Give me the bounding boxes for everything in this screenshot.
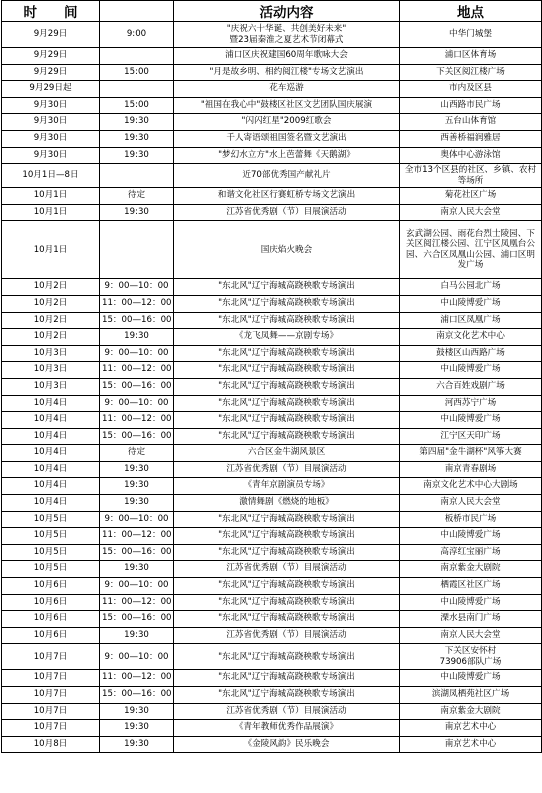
cell-location: 玄武湖公园、雨花台烈士陵园、下关区阅江楼公园、江宁区凤凰台公园、六合区凤凰山公园、浦口区明发广场 xyxy=(400,221,542,279)
cell-time xyxy=(100,81,174,98)
cell-event: "东北风"辽宁海城高跷秧歌专场演出 xyxy=(174,395,400,412)
cell-time: 19:30 xyxy=(100,478,174,495)
cell-date: 10月4日 xyxy=(2,445,100,462)
table-row xyxy=(2,164,542,188)
table-row xyxy=(2,736,542,753)
table-row xyxy=(2,279,542,296)
cell-event: "庆祝六十华诞、共创美好未来" 暨23届秦淮之夏艺术节闭幕式 xyxy=(174,22,400,48)
table-row xyxy=(2,703,542,720)
cell-date: 10月7日 xyxy=(2,720,100,737)
cell-date: 10月6日 xyxy=(2,611,100,628)
cell-time: 11：00—12：00 xyxy=(100,528,174,545)
cell-event: 千人寄语颂祖国签名暨文艺演出 xyxy=(174,130,400,147)
cell-event: "东北风"辽宁海城高跷秧歌专场演出 xyxy=(174,544,400,561)
cell-time xyxy=(100,164,174,188)
cell-date: 9月29日 xyxy=(2,48,100,65)
cell-event: 江苏省优秀剧（节）目展演活动 xyxy=(174,461,400,478)
cell-time: 11：00—12：00 xyxy=(100,594,174,611)
cell-date: 9月30日 xyxy=(2,114,100,131)
table-row xyxy=(2,48,542,65)
table-row xyxy=(2,611,542,628)
cell-date: 10月1日 xyxy=(2,221,100,279)
table-row xyxy=(2,97,542,114)
cell-time: 9：00—10：00 xyxy=(100,279,174,296)
table-row xyxy=(2,561,542,578)
cell-time: 9:00 xyxy=(100,22,174,48)
cell-location: 中山陵博爱广场 xyxy=(400,362,542,379)
cell-date: 10月7日 xyxy=(2,644,100,670)
cell-date: 10月1日—8日 xyxy=(2,164,100,188)
cell-time: 11：00—12：00 xyxy=(100,670,174,687)
header-time xyxy=(100,1,174,22)
cell-event: 国庆焰火晚会 xyxy=(174,221,400,279)
cell-date: 10月7日 xyxy=(2,670,100,687)
cell-date: 10月3日 xyxy=(2,362,100,379)
cell-event: "东北风"辽宁海城高跷秧歌专场演出 xyxy=(174,611,400,628)
cell-date: 10月5日 xyxy=(2,561,100,578)
cell-time: 15:00 xyxy=(100,97,174,114)
cell-time: 11：00—12：00 xyxy=(100,295,174,312)
cell-date: 10月6日 xyxy=(2,578,100,595)
table-row xyxy=(2,395,542,412)
table-row xyxy=(2,594,542,611)
cell-event: 《青年教师优秀作品展演》 xyxy=(174,720,400,737)
cell-time: 9：00—10：00 xyxy=(100,345,174,362)
cell-location: 山西路市民广场 xyxy=(400,97,542,114)
cell-location: 白马公园北广场 xyxy=(400,279,542,296)
cell-date: 10月3日 xyxy=(2,345,100,362)
cell-location: 浦口区凤凰广场 xyxy=(400,312,542,329)
cell-location: 奥体中心游泳馆 xyxy=(400,147,542,164)
cell-time: 19:30 xyxy=(100,461,174,478)
cell-date: 10月2日 xyxy=(2,295,100,312)
cell-time: 15：00—16：00 xyxy=(100,687,174,704)
table-row xyxy=(2,22,542,48)
header-row xyxy=(2,1,542,22)
cell-event: "东北风"辽宁海城高跷秧歌专场演出 xyxy=(174,511,400,528)
cell-location: 下关区安怀村 73906部队广场 xyxy=(400,644,542,670)
cell-date: 10月4日 xyxy=(2,428,100,445)
table-row xyxy=(2,204,542,221)
cell-location: 中山陵博爱广场 xyxy=(400,295,542,312)
cell-date: 10月2日 xyxy=(2,279,100,296)
cell-time: 9：00—10：00 xyxy=(100,511,174,528)
cell-time: 11：00—12：00 xyxy=(100,362,174,379)
table-row xyxy=(2,412,542,429)
cell-location: 浦口区体育场 xyxy=(400,48,542,65)
cell-date: 9月29日 xyxy=(2,22,100,48)
table-row xyxy=(2,312,542,329)
cell-time: 9：00—10：00 xyxy=(100,395,174,412)
cell-location: 南京艺术中心 xyxy=(400,736,542,753)
cell-time: 15：00—16：00 xyxy=(100,428,174,445)
cell-location: 南京人民大会堂 xyxy=(400,627,542,644)
cell-time: 19:30 xyxy=(100,495,174,512)
table-row xyxy=(2,461,542,478)
cell-time: 19:30 xyxy=(100,720,174,737)
cell-location: 溧水县南门广场 xyxy=(400,611,542,628)
table-row xyxy=(2,644,542,670)
cell-date: 10月4日 xyxy=(2,478,100,495)
cell-event: "东北风"辽宁海城高跷秧歌专场演出 xyxy=(174,687,400,704)
table-row xyxy=(2,544,542,561)
cell-time: 19:30 xyxy=(100,329,174,346)
table-row xyxy=(2,627,542,644)
cell-event: "东北风"辽宁海城高跷秧歌专场演出 xyxy=(174,345,400,362)
cell-location: 高淳红宝丽广场 xyxy=(400,544,542,561)
cell-location: 河西苏宁广场 xyxy=(400,395,542,412)
header-event: 活动内容 xyxy=(174,1,400,22)
cell-event: "祖国在我心中"鼓楼区社区文艺团队国庆展演 xyxy=(174,97,400,114)
cell-event: 江苏省优秀剧（节）目展演活动 xyxy=(174,204,400,221)
schedule-table xyxy=(1,0,542,753)
cell-location: 南京紫金大剧院 xyxy=(400,561,542,578)
cell-date: 9月30日 xyxy=(2,147,100,164)
cell-event: 《龙飞凤舞——京剧专场》 xyxy=(174,329,400,346)
cell-time: 待定 xyxy=(100,188,174,205)
cell-date: 10月4日 xyxy=(2,412,100,429)
cell-time: 19:30 xyxy=(100,627,174,644)
cell-event: "东北风"辽宁海城高跷秧歌专场演出 xyxy=(174,378,400,395)
cell-event: 浦口区庆祝建国60周年歌咏大会 xyxy=(174,48,400,65)
cell-event: 激情舞剧《燃烧的地板》 xyxy=(174,495,400,512)
cell-event: "东北风"辽宁海城高跷秧歌专场演出 xyxy=(174,295,400,312)
cell-event: 和谐文化社区行赛虹桥专场文艺演出 xyxy=(174,188,400,205)
cell-event: "东北风"辽宁海城高跷秧歌专场演出 xyxy=(174,279,400,296)
cell-location: 五台山体育馆 xyxy=(400,114,542,131)
cell-date: 10月6日 xyxy=(2,627,100,644)
table-row xyxy=(2,130,542,147)
cell-time: 19:30 xyxy=(100,130,174,147)
cell-location: 江宁区天印广场 xyxy=(400,428,542,445)
table-row xyxy=(2,687,542,704)
cell-location: 第四届"金牛湖杯"风筝大赛 xyxy=(400,445,542,462)
cell-location: 板桥市民广场 xyxy=(400,511,542,528)
cell-event: 江苏省优秀剧（节）目展演活动 xyxy=(174,703,400,720)
cell-date: 9月29日 xyxy=(2,64,100,81)
cell-time: 15：00—16：00 xyxy=(100,544,174,561)
cell-date: 10月5日 xyxy=(2,528,100,545)
table-row xyxy=(2,295,542,312)
cell-location: 滨湖凤栖苑社区广场 xyxy=(400,687,542,704)
cell-date: 10月6日 xyxy=(2,594,100,611)
cell-event: "东北风"辽宁海城高跷秧歌专场演出 xyxy=(174,594,400,611)
cell-time xyxy=(100,48,174,65)
cell-time: 15：00—16：00 xyxy=(100,611,174,628)
cell-date: 9月29日起 xyxy=(2,81,100,98)
cell-event: "东北风"辽宁海城高跷秧歌专场演出 xyxy=(174,312,400,329)
cell-location: 南京文化艺术中心大剧场 xyxy=(400,478,542,495)
cell-date: 10月4日 xyxy=(2,495,100,512)
cell-time: 19:30 xyxy=(100,736,174,753)
table-row xyxy=(2,528,542,545)
cell-location: 南京紫金大剧院 xyxy=(400,703,542,720)
cell-date: 10月4日 xyxy=(2,395,100,412)
table-row xyxy=(2,329,542,346)
cell-event: 六合区金牛湖风景区 xyxy=(174,445,400,462)
cell-location: 西善桥福润雅居 xyxy=(400,130,542,147)
cell-location: 栖霞区社区广场 xyxy=(400,578,542,595)
table-row xyxy=(2,495,542,512)
cell-event: "东北风"辽宁海城高跷秧歌专场演出 xyxy=(174,528,400,545)
cell-time: 19:30 xyxy=(100,114,174,131)
table-row xyxy=(2,428,542,445)
cell-date: 10月5日 xyxy=(2,511,100,528)
cell-date: 9月30日 xyxy=(2,130,100,147)
cell-location: 下关区阅江楼广场 xyxy=(400,64,542,81)
cell-date: 9月30日 xyxy=(2,97,100,114)
header-date: 时 间 xyxy=(2,1,100,22)
cell-date: 10月1日 xyxy=(2,188,100,205)
cell-date: 10月3日 xyxy=(2,378,100,395)
cell-location: 中华门城堡 xyxy=(400,22,542,48)
cell-location: 南京人民大会堂 xyxy=(400,495,542,512)
cell-time: 9：00—10：00 xyxy=(100,578,174,595)
cell-location: 中山陵博爱广场 xyxy=(400,412,542,429)
cell-event: "闪闪红星"2009红歌会 xyxy=(174,114,400,131)
cell-date: 10月4日 xyxy=(2,461,100,478)
table-row xyxy=(2,578,542,595)
table-row xyxy=(2,445,542,462)
table-row xyxy=(2,720,542,737)
table-row xyxy=(2,114,542,131)
cell-event: "东北风"辽宁海城高跷秧歌专场演出 xyxy=(174,362,400,379)
cell-location: 菊花社区广场 xyxy=(400,188,542,205)
cell-location: 中山陵博爱广场 xyxy=(400,594,542,611)
cell-event: 《青年京剧演员专场》 xyxy=(174,478,400,495)
cell-location: 南京人民大会堂 xyxy=(400,204,542,221)
cell-date: 10月8日 xyxy=(2,736,100,753)
cell-date: 10月1日 xyxy=(2,204,100,221)
cell-time: 11：00—12：00 xyxy=(100,412,174,429)
cell-date: 10月2日 xyxy=(2,312,100,329)
cell-event: "梦幻水立方"水上芭蕾舞《天鹅湖》 xyxy=(174,147,400,164)
table-row xyxy=(2,511,542,528)
cell-event: 江苏省优秀剧（节）目展演活动 xyxy=(174,561,400,578)
cell-time xyxy=(100,221,174,279)
cell-time: 15:00 xyxy=(100,64,174,81)
cell-time: 19:30 xyxy=(100,561,174,578)
cell-time: 15：00—16：00 xyxy=(100,378,174,395)
table-row xyxy=(2,188,542,205)
cell-location: 市内及区县 xyxy=(400,81,542,98)
cell-time: 15：00—16：00 xyxy=(100,312,174,329)
cell-event: "东北风"辽宁海城高跷秧歌专场演出 xyxy=(174,670,400,687)
cell-event: "东北风"辽宁海城高跷秧歌专场演出 xyxy=(174,412,400,429)
header-location: 地点 xyxy=(400,1,542,22)
cell-event: "东北风"辽宁海城高跷秧歌专场演出 xyxy=(174,578,400,595)
cell-date: 10月7日 xyxy=(2,703,100,720)
cell-time: 待定 xyxy=(100,445,174,462)
table-row xyxy=(2,362,542,379)
table-row xyxy=(2,378,542,395)
cell-time: 19:30 xyxy=(100,147,174,164)
table-row xyxy=(2,81,542,98)
cell-date: 10月7日 xyxy=(2,687,100,704)
cell-date: 10月2日 xyxy=(2,329,100,346)
cell-location: 南京文化艺术中心 xyxy=(400,329,542,346)
cell-location: 南京青春剧场 xyxy=(400,461,542,478)
cell-event: 《金陵风韵》民乐晚会 xyxy=(174,736,400,753)
cell-event: 近70部优秀国产献礼片 xyxy=(174,164,400,188)
cell-location: 六合百姓戏剧广场 xyxy=(400,378,542,395)
cell-location: 全市13个区县的社区、乡镇、农村等场所 xyxy=(400,164,542,188)
cell-event: "东北风"辽宁海城高跷秧歌专场演出 xyxy=(174,644,400,670)
cell-time: 19:30 xyxy=(100,204,174,221)
cell-time: 19:30 xyxy=(100,703,174,720)
table-row xyxy=(2,670,542,687)
table-row xyxy=(2,221,542,279)
cell-date: 10月5日 xyxy=(2,544,100,561)
cell-event: 花车巡游 xyxy=(174,81,400,98)
cell-location: 鼓楼区山西路广场 xyxy=(400,345,542,362)
table-row xyxy=(2,64,542,81)
cell-event: "月是故乡明、相约阅江楼"专场文艺演出 xyxy=(174,64,400,81)
cell-location: 中山陵博爱广场 xyxy=(400,670,542,687)
cell-location: 南京艺术中心 xyxy=(400,720,542,737)
cell-event: "东北风"辽宁海城高跷秧歌专场演出 xyxy=(174,428,400,445)
table-row xyxy=(2,147,542,164)
cell-event: 江苏省优秀剧（节）目展演活动 xyxy=(174,627,400,644)
cell-time: 9：00—10：00 xyxy=(100,644,174,670)
cell-location: 中山陵博爱广场 xyxy=(400,528,542,545)
table-row xyxy=(2,478,542,495)
table-row xyxy=(2,345,542,362)
